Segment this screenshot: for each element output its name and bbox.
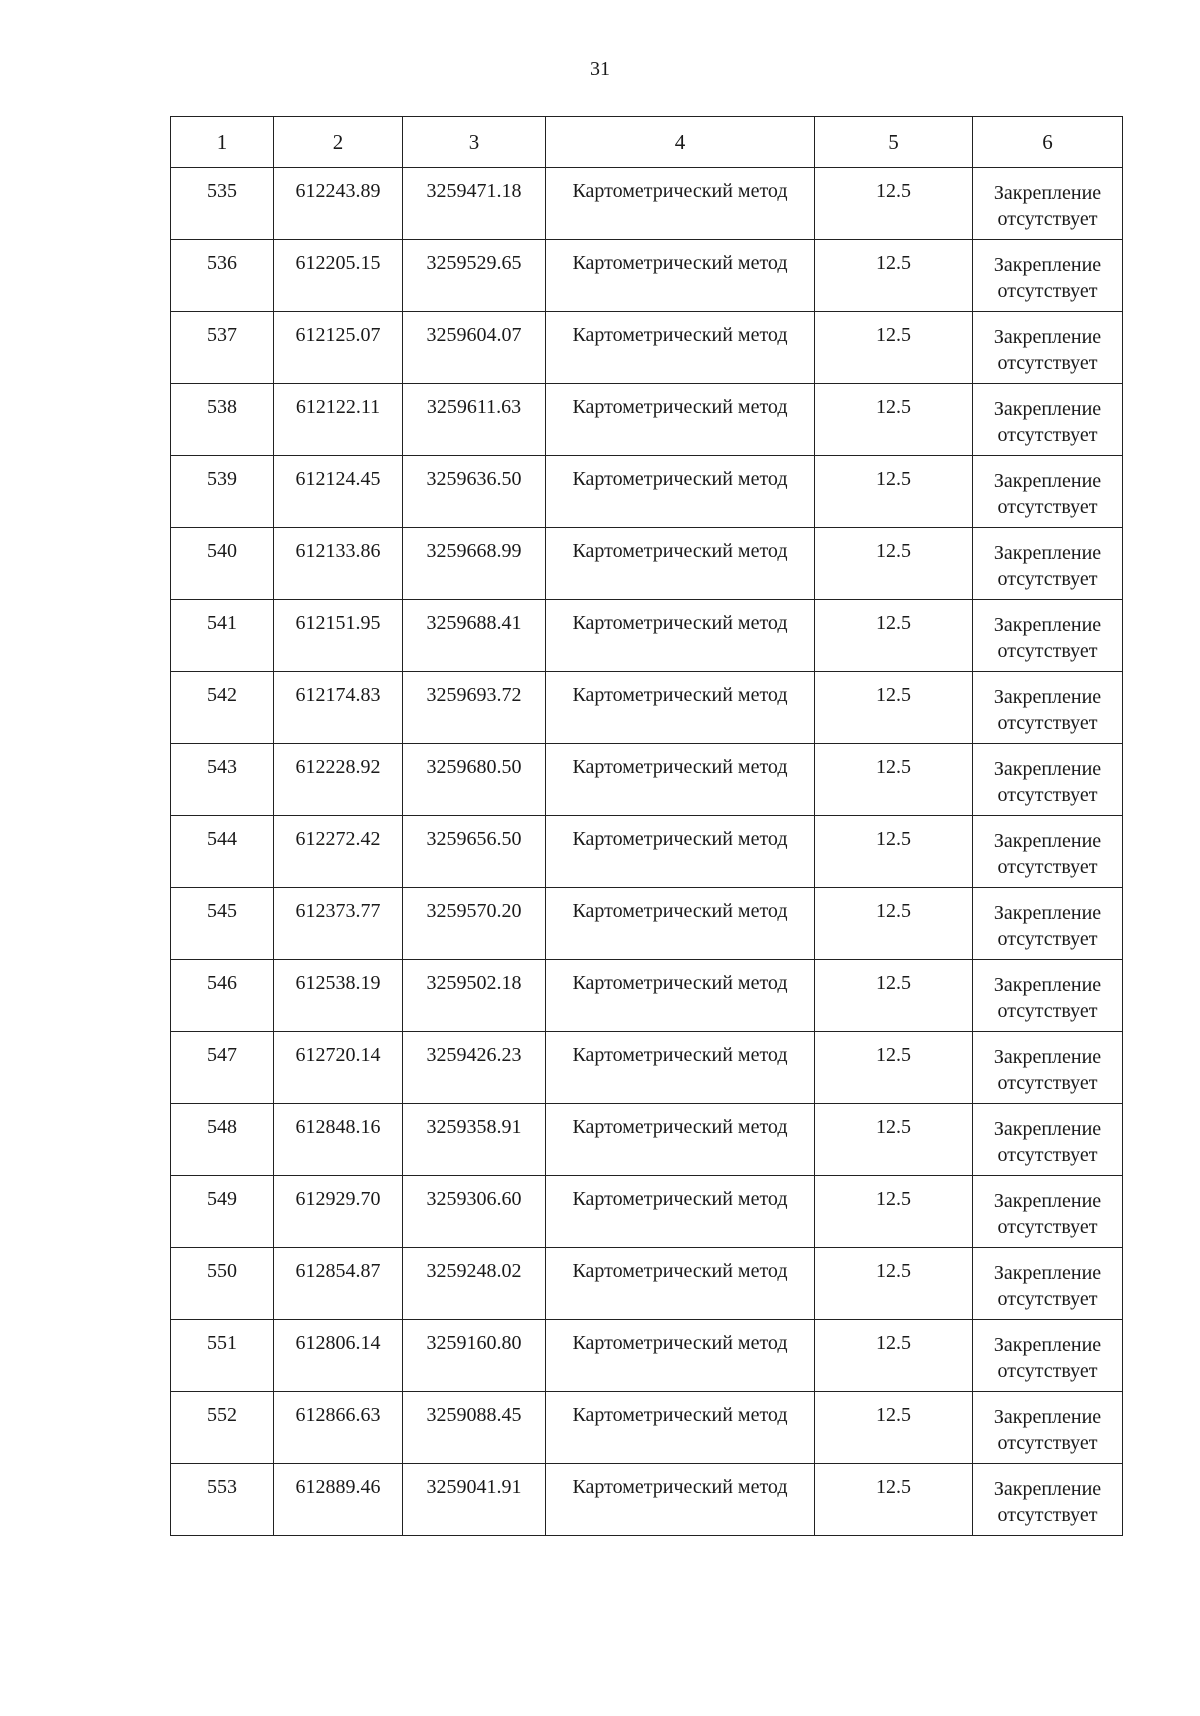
fixation-note-cell bbox=[973, 168, 1123, 240]
x-coordinate-cell: 612720.14 bbox=[274, 1032, 403, 1104]
table-row bbox=[171, 672, 1123, 744]
x-coordinate-cell: 612122.11 bbox=[274, 384, 403, 456]
accuracy-cell: 12.5 bbox=[815, 1032, 973, 1104]
y-coordinate-cell: 3259668.99 bbox=[403, 528, 546, 600]
table-row bbox=[171, 240, 1123, 312]
table-row bbox=[171, 456, 1123, 528]
method-cell: Картометрический метод bbox=[546, 744, 815, 816]
fixation-note-line-2: отсутствует bbox=[997, 568, 1098, 590]
fixation-note-cell bbox=[973, 816, 1123, 888]
method-cell: Картометрический метод bbox=[546, 1320, 815, 1392]
fixation-note-cell bbox=[973, 384, 1123, 456]
fixation-note-cell bbox=[973, 1032, 1123, 1104]
accuracy-cell: 12.5 bbox=[815, 1248, 973, 1320]
point-number-cell: 536 bbox=[171, 240, 274, 312]
y-coordinate-cell: 3259636.50 bbox=[403, 456, 546, 528]
fixation-note-line-2: отсутствует bbox=[997, 1144, 1098, 1166]
method-cell: Картометрический метод bbox=[546, 816, 815, 888]
accuracy-cell: 12.5 bbox=[815, 960, 973, 1032]
fixation-note-line-2: отсутствует bbox=[997, 856, 1098, 878]
table-row bbox=[171, 888, 1123, 960]
fixation-note-line-2: отсутствует bbox=[997, 1360, 1098, 1382]
x-coordinate-cell: 612228.92 bbox=[274, 744, 403, 816]
x-coordinate-cell: 612889.46 bbox=[274, 1464, 403, 1536]
table-row bbox=[171, 1320, 1123, 1392]
fixation-note-line-2: отсутствует bbox=[997, 352, 1098, 374]
column-header-2: 2 bbox=[274, 117, 403, 168]
fixation-note-line-2: отсутствует bbox=[997, 424, 1098, 446]
y-coordinate-cell: 3259693.72 bbox=[403, 672, 546, 744]
column-header-3: 3 bbox=[403, 117, 546, 168]
method-cell: Картометрический метод bbox=[546, 1464, 815, 1536]
fixation-note-line-1: Закрепление bbox=[993, 614, 1102, 636]
x-coordinate-cell: 612133.86 bbox=[274, 528, 403, 600]
y-coordinate-cell: 3259529.65 bbox=[403, 240, 546, 312]
fixation-note-line-2: отсутствует bbox=[997, 208, 1098, 230]
fixation-note-cell bbox=[973, 1464, 1123, 1536]
accuracy-cell: 12.5 bbox=[815, 1464, 973, 1536]
fixation-note-line-2: отсутствует bbox=[997, 640, 1098, 662]
fixation-note-cell bbox=[973, 1320, 1123, 1392]
table-body bbox=[171, 168, 1123, 1536]
method-cell: Картометрический метод bbox=[546, 1392, 815, 1464]
y-coordinate-cell: 3259358.91 bbox=[403, 1104, 546, 1176]
method-cell: Картометрический метод bbox=[546, 1176, 815, 1248]
x-coordinate-cell: 612373.77 bbox=[274, 888, 403, 960]
point-number-cell: 538 bbox=[171, 384, 274, 456]
x-coordinate-cell: 612848.16 bbox=[274, 1104, 403, 1176]
point-number-cell: 550 bbox=[171, 1248, 274, 1320]
fixation-note-cell bbox=[973, 1176, 1123, 1248]
accuracy-cell: 12.5 bbox=[815, 168, 973, 240]
table-row bbox=[171, 744, 1123, 816]
fixation-note-line-1: Закрепление bbox=[993, 1190, 1102, 1212]
fixation-note-line-1: Закрепление bbox=[993, 542, 1102, 564]
y-coordinate-cell: 3259248.02 bbox=[403, 1248, 546, 1320]
point-number-cell: 547 bbox=[171, 1032, 274, 1104]
point-number-cell: 553 bbox=[171, 1464, 274, 1536]
x-coordinate-cell: 612806.14 bbox=[274, 1320, 403, 1392]
method-cell: Картометрический метод bbox=[546, 1104, 815, 1176]
method-cell: Картометрический метод bbox=[546, 384, 815, 456]
x-coordinate-cell: 612174.83 bbox=[274, 672, 403, 744]
fixation-note-line-1: Закрепление bbox=[993, 254, 1102, 276]
fixation-note-cell bbox=[973, 600, 1123, 672]
method-cell: Картометрический метод bbox=[546, 456, 815, 528]
method-cell: Картометрический метод bbox=[546, 600, 815, 672]
point-number-cell: 545 bbox=[171, 888, 274, 960]
accuracy-cell: 12.5 bbox=[815, 384, 973, 456]
y-coordinate-cell: 3259570.20 bbox=[403, 888, 546, 960]
method-cell: Картометрический метод bbox=[546, 168, 815, 240]
table-row bbox=[171, 960, 1123, 1032]
fixation-note-line-1: Закрепление bbox=[993, 182, 1102, 204]
x-coordinate-cell: 612243.89 bbox=[274, 168, 403, 240]
coordinates-table bbox=[170, 116, 1123, 1536]
table-row bbox=[171, 1248, 1123, 1320]
point-number-cell: 540 bbox=[171, 528, 274, 600]
table-row bbox=[171, 168, 1123, 240]
method-cell: Картометрический метод bbox=[546, 528, 815, 600]
accuracy-cell: 12.5 bbox=[815, 816, 973, 888]
table-row bbox=[171, 1464, 1123, 1536]
fixation-note-line-2: отсутствует bbox=[997, 496, 1098, 518]
fixation-note-line-2: отсутствует bbox=[997, 1504, 1098, 1526]
fixation-note-line-1: Закрепление bbox=[993, 1118, 1102, 1140]
fixation-note-cell bbox=[973, 672, 1123, 744]
y-coordinate-cell: 3259306.60 bbox=[403, 1176, 546, 1248]
fixation-note-cell bbox=[973, 960, 1123, 1032]
fixation-note-line-2: отсутствует bbox=[997, 1216, 1098, 1238]
method-cell: Картометрический метод bbox=[546, 1032, 815, 1104]
y-coordinate-cell: 3259656.50 bbox=[403, 816, 546, 888]
fixation-note-line-1: Закрепление bbox=[993, 1046, 1102, 1068]
fixation-note-line-2: отсутствует bbox=[997, 1072, 1098, 1094]
fixation-note-cell bbox=[973, 1104, 1123, 1176]
accuracy-cell: 12.5 bbox=[815, 1392, 973, 1464]
fixation-note-cell bbox=[973, 744, 1123, 816]
table-row bbox=[171, 600, 1123, 672]
table-row bbox=[171, 312, 1123, 384]
y-coordinate-cell: 3259041.91 bbox=[403, 1464, 546, 1536]
method-cell: Картометрический метод bbox=[546, 672, 815, 744]
fixation-note-line-1: Закрепление bbox=[993, 686, 1102, 708]
x-coordinate-cell: 612929.70 bbox=[274, 1176, 403, 1248]
table-row bbox=[171, 384, 1123, 456]
point-number-cell: 546 bbox=[171, 960, 274, 1032]
method-cell: Картометрический метод bbox=[546, 312, 815, 384]
column-header-1: 1 bbox=[171, 117, 274, 168]
accuracy-cell: 12.5 bbox=[815, 888, 973, 960]
point-number-cell: 551 bbox=[171, 1320, 274, 1392]
x-coordinate-cell: 612538.19 bbox=[274, 960, 403, 1032]
y-coordinate-cell: 3259471.18 bbox=[403, 168, 546, 240]
fixation-note-line-1: Закрепление bbox=[993, 1478, 1102, 1500]
point-number-cell: 541 bbox=[171, 600, 274, 672]
table-row bbox=[171, 1104, 1123, 1176]
accuracy-cell: 12.5 bbox=[815, 528, 973, 600]
fixation-note-line-2: отсутствует bbox=[997, 928, 1098, 950]
point-number-cell: 549 bbox=[171, 1176, 274, 1248]
fixation-note-line-1: Закрепление bbox=[993, 398, 1102, 420]
column-header-6: 6 bbox=[973, 117, 1123, 168]
fixation-note-line-2: отсутствует bbox=[997, 712, 1098, 734]
fixation-note-line-1: Закрепление bbox=[993, 326, 1102, 348]
x-coordinate-cell: 612125.07 bbox=[274, 312, 403, 384]
accuracy-cell: 12.5 bbox=[815, 1104, 973, 1176]
table-row bbox=[171, 816, 1123, 888]
accuracy-cell: 12.5 bbox=[815, 600, 973, 672]
fixation-note-line-1: Закрепление bbox=[993, 1406, 1102, 1428]
point-number-cell: 552 bbox=[171, 1392, 274, 1464]
point-number-cell: 542 bbox=[171, 672, 274, 744]
y-coordinate-cell: 3259680.50 bbox=[403, 744, 546, 816]
method-cell: Картометрический метод bbox=[546, 960, 815, 1032]
fixation-note-line-2: отсутствует bbox=[997, 1000, 1098, 1022]
fixation-note-line-1: Закрепление bbox=[993, 1262, 1102, 1284]
fixation-note-cell bbox=[973, 528, 1123, 600]
fixation-note-line-1: Закрепление bbox=[993, 902, 1102, 924]
accuracy-cell: 12.5 bbox=[815, 1320, 973, 1392]
x-coordinate-cell: 612205.15 bbox=[274, 240, 403, 312]
fixation-note-line-2: отсутствует bbox=[997, 1432, 1098, 1454]
accuracy-cell: 12.5 bbox=[815, 1176, 973, 1248]
fixation-note-line-2: отсутствует bbox=[997, 784, 1098, 806]
fixation-note-cell bbox=[973, 1248, 1123, 1320]
table-row bbox=[171, 1176, 1123, 1248]
x-coordinate-cell: 612151.95 bbox=[274, 600, 403, 672]
y-coordinate-cell: 3259611.63 bbox=[403, 384, 546, 456]
accuracy-cell: 12.5 bbox=[815, 672, 973, 744]
accuracy-cell: 12.5 bbox=[815, 240, 973, 312]
table-row bbox=[171, 1392, 1123, 1464]
point-number-cell: 548 bbox=[171, 1104, 274, 1176]
accuracy-cell: 12.5 bbox=[815, 744, 973, 816]
y-coordinate-cell: 3259160.80 bbox=[403, 1320, 546, 1392]
page-number: 31 bbox=[590, 58, 610, 80]
y-coordinate-cell: 3259426.23 bbox=[403, 1032, 546, 1104]
x-coordinate-cell: 612854.87 bbox=[274, 1248, 403, 1320]
table-row bbox=[171, 1032, 1123, 1104]
y-coordinate-cell: 3259088.45 bbox=[403, 1392, 546, 1464]
accuracy-cell: 12.5 bbox=[815, 456, 973, 528]
x-coordinate-cell: 612124.45 bbox=[274, 456, 403, 528]
fixation-note-cell bbox=[973, 240, 1123, 312]
accuracy-cell: 12.5 bbox=[815, 312, 973, 384]
y-coordinate-cell: 3259688.41 bbox=[403, 600, 546, 672]
table-row bbox=[171, 528, 1123, 600]
point-number-cell: 539 bbox=[171, 456, 274, 528]
fixation-note-cell bbox=[973, 1392, 1123, 1464]
y-coordinate-cell: 3259604.07 bbox=[403, 312, 546, 384]
x-coordinate-cell: 612272.42 bbox=[274, 816, 403, 888]
fixation-note-line-1: Закрепление bbox=[993, 830, 1102, 852]
method-cell: Картометрический метод bbox=[546, 888, 815, 960]
column-header-4: 4 bbox=[546, 117, 815, 168]
fixation-note-line-2: отсутствует bbox=[997, 280, 1098, 302]
fixation-note-line-1: Закрепление bbox=[993, 1334, 1102, 1356]
x-coordinate-cell: 612866.63 bbox=[274, 1392, 403, 1464]
fixation-note-line-1: Закрепление bbox=[993, 470, 1102, 492]
point-number-cell: 537 bbox=[171, 312, 274, 384]
table-header-row bbox=[171, 117, 1123, 168]
column-header-5: 5 bbox=[815, 117, 973, 168]
fixation-note-line-1: Закрепление bbox=[993, 974, 1102, 996]
point-number-cell: 544 bbox=[171, 816, 274, 888]
fixation-note-cell bbox=[973, 312, 1123, 384]
fixation-note-cell bbox=[973, 456, 1123, 528]
fixation-note-cell bbox=[973, 888, 1123, 960]
point-number-cell: 535 bbox=[171, 168, 274, 240]
method-cell: Картометрический метод bbox=[546, 1248, 815, 1320]
fixation-note-line-1: Закрепление bbox=[993, 758, 1102, 780]
method-cell: Картометрический метод bbox=[546, 240, 815, 312]
fixation-note-line-2: отсутствует bbox=[997, 1288, 1098, 1310]
point-number-cell: 543 bbox=[171, 744, 274, 816]
y-coordinate-cell: 3259502.18 bbox=[403, 960, 546, 1032]
